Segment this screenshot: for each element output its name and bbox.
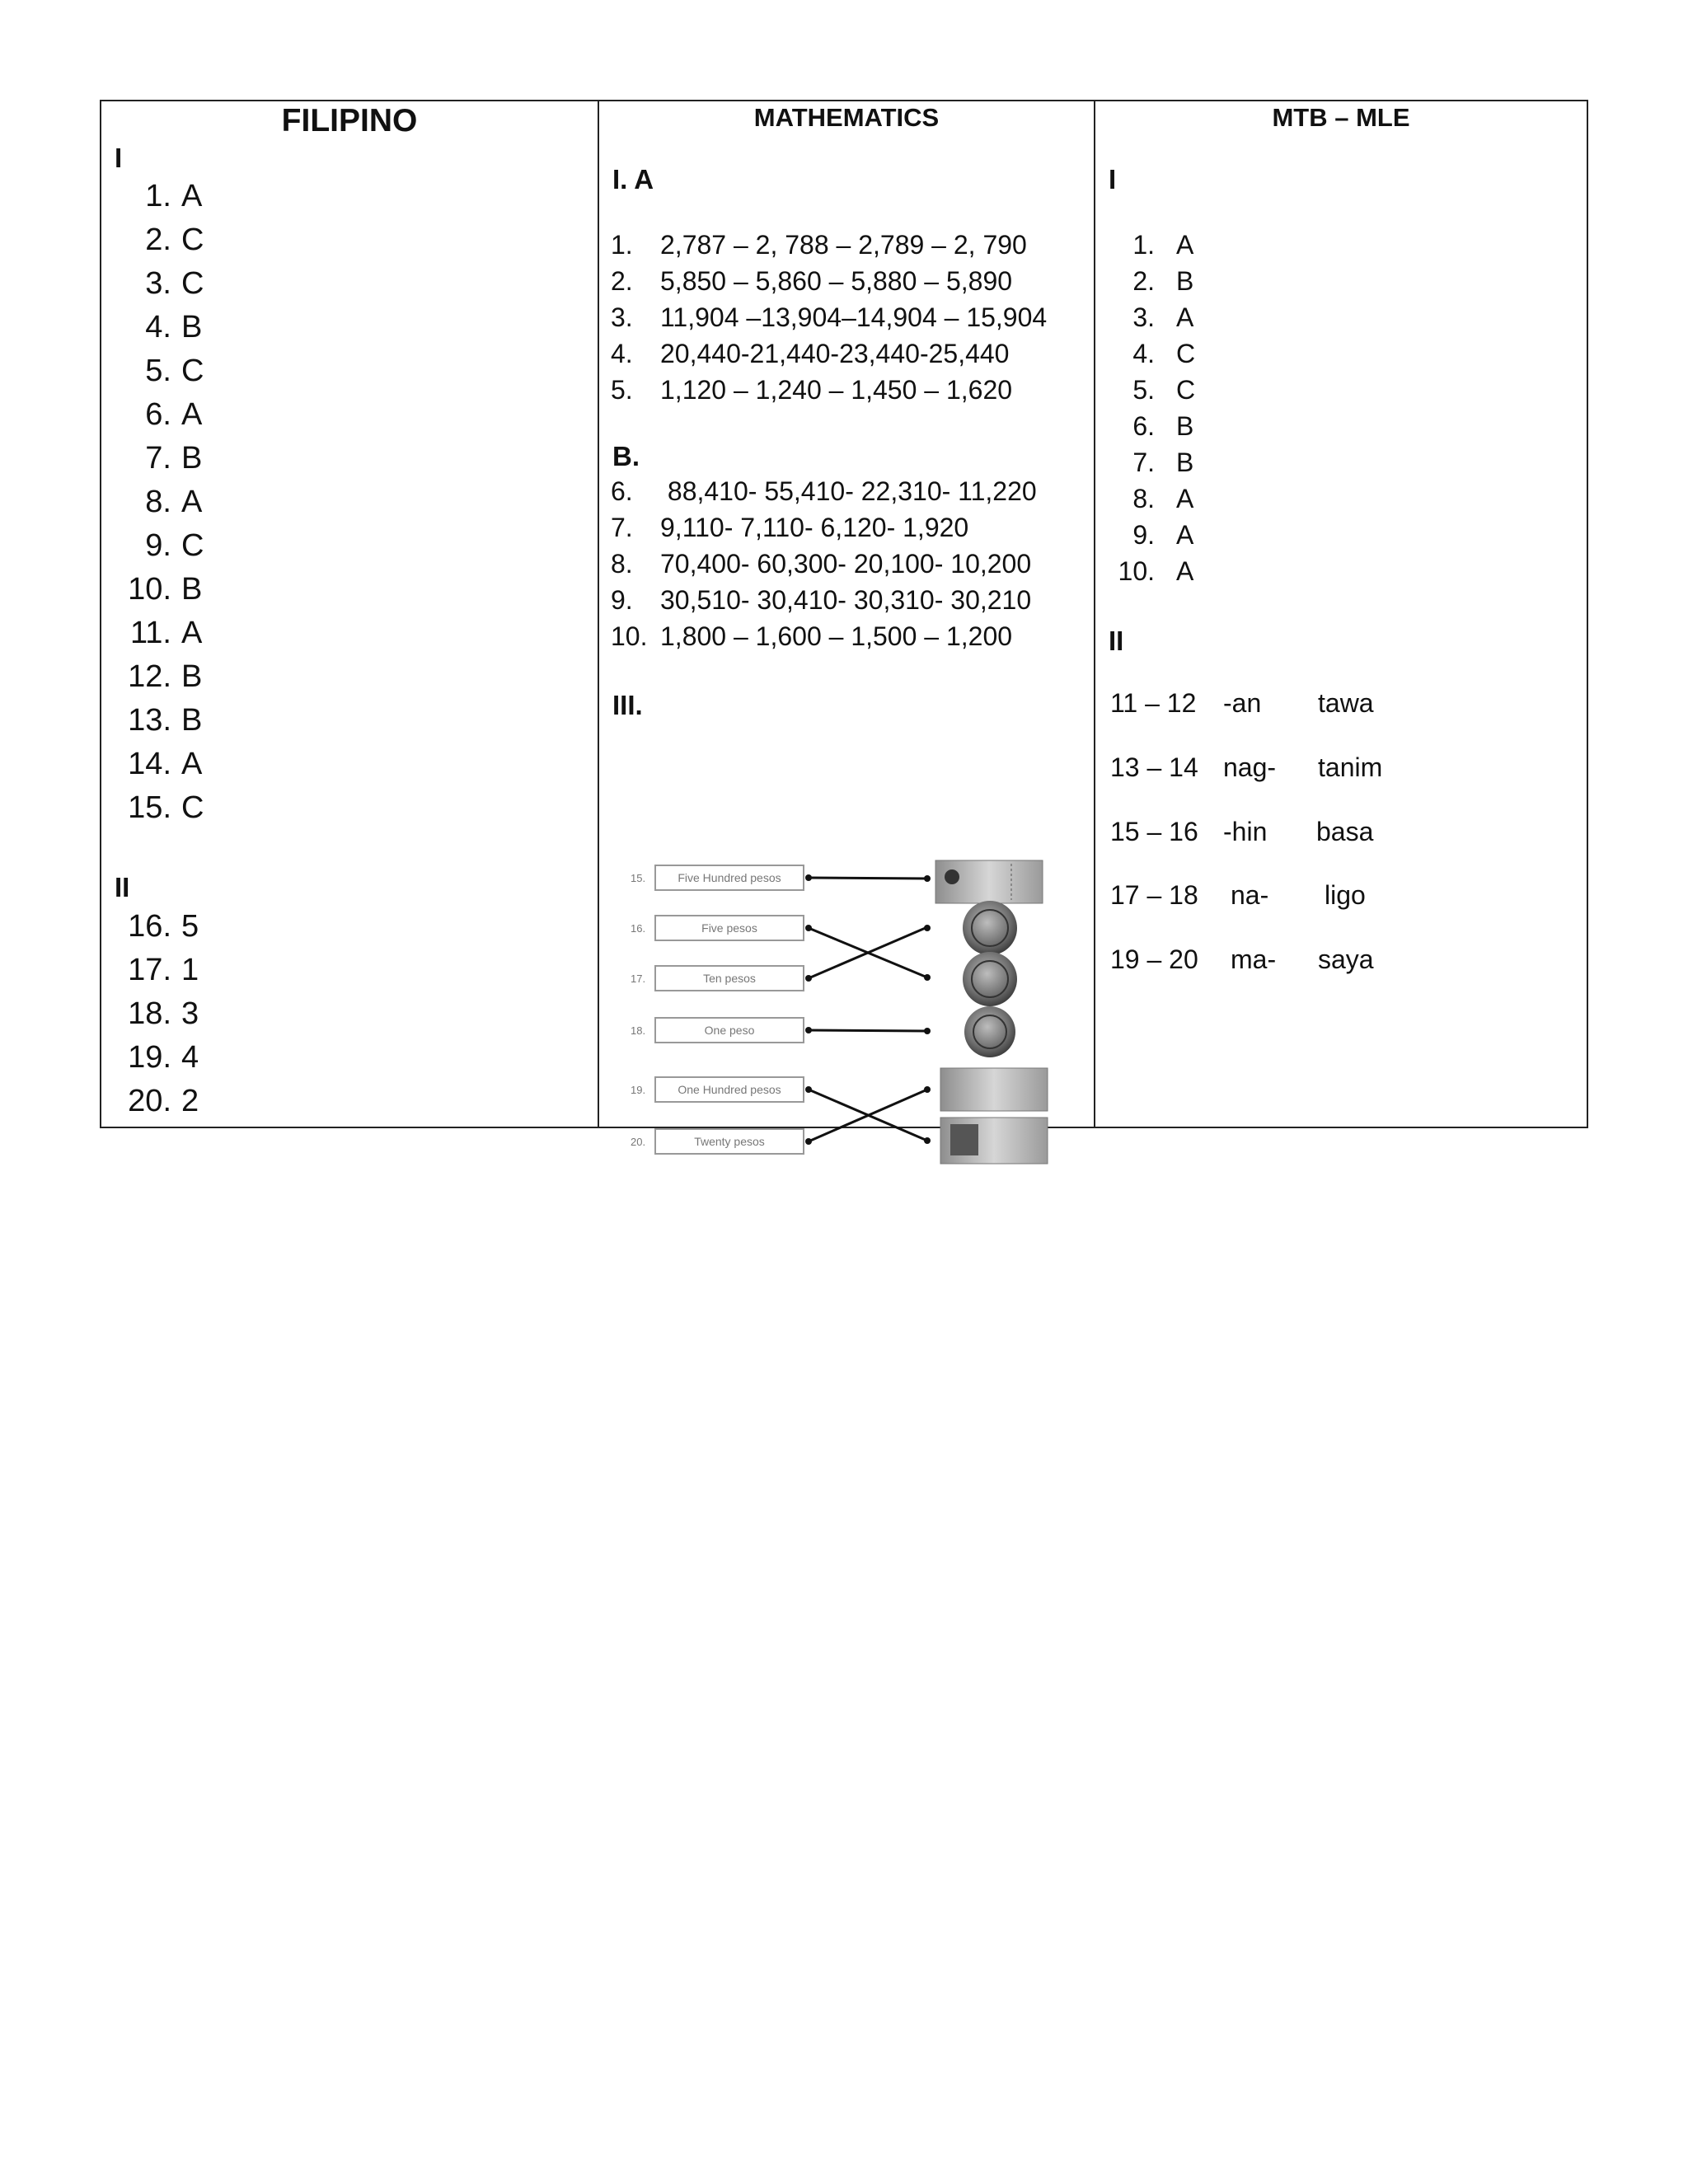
mathematics-title: MATHEMATICS — [753, 103, 940, 132]
filipino-section-2-heading: II — [115, 872, 130, 902]
math-section-3-heading: III. — [612, 690, 643, 720]
mtb-section-2-heading: II — [1109, 626, 1124, 656]
filipino-part2-list — [101, 905, 199, 1123]
matching-label-text: Ten pesos — [703, 972, 756, 985]
matching-label-text: Five Hundred pesos — [678, 871, 781, 884]
list-item: 5. C — [145, 354, 204, 388]
list-item: 5. C — [1132, 375, 1196, 405]
list-item: 13. B — [128, 703, 203, 738]
list-item: 10. B — [128, 572, 203, 607]
mtb-mle-title: MTB – MLE — [1272, 103, 1410, 132]
match-dot — [924, 925, 931, 931]
list-item: 3. A — [1132, 302, 1194, 332]
coin-icon — [963, 952, 1017, 1006]
matching-item-number: 16. — [631, 922, 646, 935]
banknote-icon — [940, 1118, 1048, 1164]
money-pictures — [935, 860, 1048, 1164]
list-item: 9. C — [145, 528, 204, 563]
list-item: 2. 5,850 – 5,860 – 5,880 – 5,890 — [611, 266, 1013, 296]
list-item: 12. B — [128, 659, 203, 694]
match-line-15 — [809, 878, 927, 879]
match-dot — [924, 875, 931, 882]
match-line-18 — [809, 1030, 927, 1031]
list-item: 6. B — [1132, 411, 1194, 441]
matching-item-number: 19. — [631, 1084, 646, 1096]
math-part-b-list — [611, 473, 1037, 654]
list-item: 10. 1,800 – 1,600 – 1,500 – 1,200 — [611, 621, 1013, 651]
list-item: 6. 88,410- 55,410- 22,310- 11,220 — [611, 476, 1037, 506]
filipino-section-1-heading: I — [115, 143, 123, 173]
mtb-section-1-heading: I — [1109, 164, 1117, 194]
coin-icon — [963, 901, 1017, 955]
list-item: 1. A — [1132, 230, 1194, 260]
matching-label-text: Five pesos — [701, 921, 757, 935]
list-item: 9. A — [1132, 520, 1194, 550]
list-item: 15. C — [128, 790, 204, 825]
list-item: 20. 2 — [128, 1084, 199, 1118]
list-item: 2. C — [145, 223, 204, 257]
list-item: 3. C — [145, 266, 204, 301]
list-item: 17. 1 — [128, 953, 199, 987]
filipino-title: FILIPINO — [281, 103, 418, 138]
list-item: 10. A — [1118, 556, 1194, 586]
list-item: 8. A — [1132, 484, 1194, 513]
banknote-icon — [940, 1068, 1048, 1111]
answer-key-table — [100, 100, 1588, 1148]
list-item: 18. 3 — [128, 996, 199, 1031]
matching-label-text: One Hundred pesos — [678, 1083, 781, 1096]
list-item: 9. 30,510- 30,410- 30,310- 30,210 — [611, 585, 1032, 615]
matching-label-text: One peso — [704, 1024, 755, 1037]
list-item: 11. A — [129, 616, 203, 650]
list-item: 8. 70,400- 60,300- 20,100- 10,200 — [611, 549, 1032, 579]
list-item: 7. B — [145, 441, 203, 476]
matching-item-number: 18. — [631, 1024, 646, 1037]
list-item: 16. 5 — [128, 909, 199, 944]
list-item: 4. B — [145, 310, 203, 344]
filipino-column — [101, 101, 598, 1127]
list-item: 8. A — [145, 485, 203, 519]
match-dot — [924, 974, 931, 981]
list-item: 6. A — [145, 397, 203, 432]
list-item: 1. A — [145, 179, 203, 213]
mathematics-column — [598, 101, 1094, 1148]
list-item: 4. C — [1132, 339, 1196, 368]
math-section-ia-heading: I. A — [612, 164, 654, 194]
list-item: 1. 2,787 – 2, 788 – 2,789 – 2, 790 — [611, 230, 1027, 260]
math-part-a-list — [611, 227, 1047, 408]
match-dot — [924, 1137, 931, 1144]
math-section-b-heading: B. — [612, 441, 640, 471]
matching-item-number: 17. — [631, 972, 646, 985]
list-item: 2. B — [1132, 266, 1194, 296]
list-item: 7. B — [1132, 448, 1194, 477]
filipino-part1-list — [101, 175, 204, 830]
mtb-mle-column: MTB – MLE I 1. A 2. B 3. A 4. C 5. C 6. B 7. B 8. A 9. A 10. A II 11 – 12 -an tawa 13 – 14 nag- tanim 15 – 16 -hin basa 17 – 18 na- ligo 19 – 20 ma- saya — [1094, 101, 1587, 1127]
matching-lines — [809, 875, 931, 1144]
match-dot — [924, 1086, 931, 1093]
list-item: 4. 20,440-21,440-23,440-25,440 — [611, 339, 1010, 368]
list-item: 14. A — [128, 747, 203, 781]
coin-icon — [964, 1006, 1015, 1057]
matching-label-text: Twenty pesos — [694, 1135, 765, 1148]
matching-item-number: 15. — [631, 872, 646, 884]
list-item: 19. 4 — [128, 1040, 199, 1075]
mtb-part1-list — [1105, 227, 1195, 589]
list-item: 7. 9,110- 7,110- 6,120- 1,920 — [611, 513, 969, 542]
list-item: 5. 1,120 – 1,240 – 1,450 – 1,620 — [611, 375, 1013, 405]
matching-item-number: 20. — [631, 1136, 646, 1148]
money-matching-figure — [624, 740, 1085, 1148]
matching-labels — [631, 865, 812, 1154]
match-dot — [924, 1028, 931, 1034]
banknote-icon — [935, 860, 1043, 903]
list-item: 3. 11,904 –13,904–14,904 – 15,904 — [611, 302, 1048, 332]
